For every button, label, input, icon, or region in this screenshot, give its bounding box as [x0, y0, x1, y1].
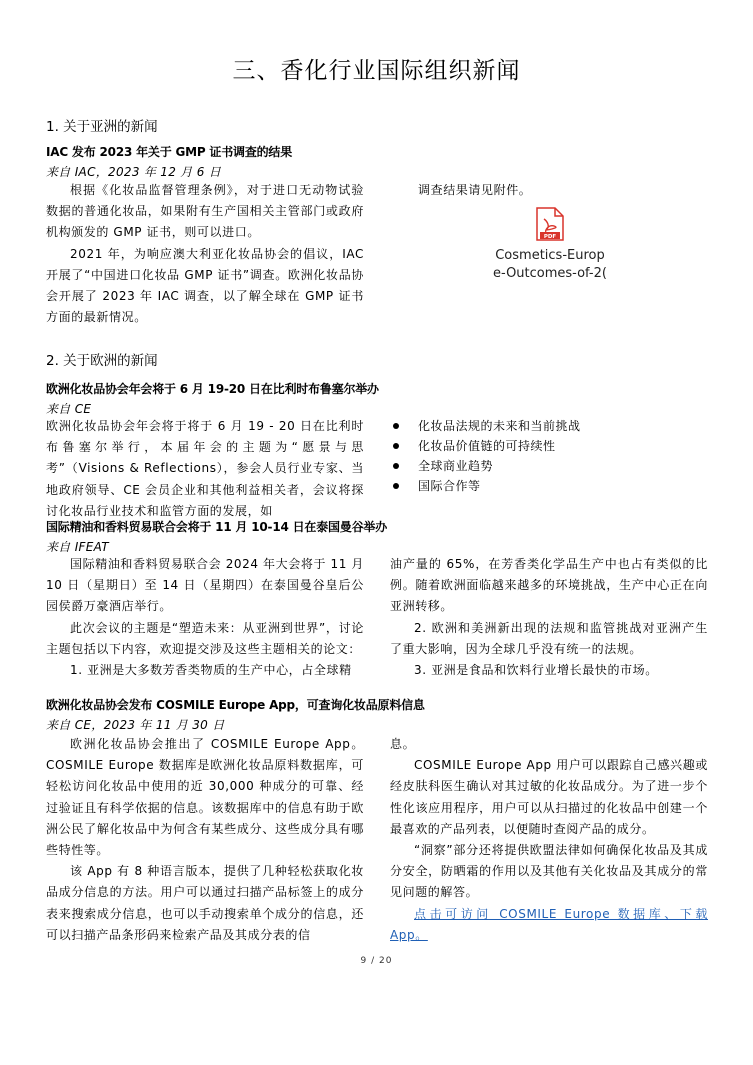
news-source-iac: 来自 IAC，2023 年 12 月 6 日 — [46, 165, 222, 179]
attachment-filename-line2: e-Outcomes-of-2( — [493, 266, 607, 281]
page-number: 9 / 20 — [360, 956, 393, 966]
cosmile-right-column — [390, 734, 708, 946]
iac-left-column — [46, 180, 364, 328]
news-title-iac-gmp: IAC 发布 2023 年关于 GMP 证书调查的结果 — [46, 145, 293, 159]
ifeat-right-column — [390, 554, 708, 681]
pdf-file-icon — [536, 207, 564, 241]
list-item: 国际合作等 — [388, 476, 708, 496]
list-item: 化妆品法规的未来和当前挑战 — [388, 416, 708, 436]
pdf-icon-label: PDF — [543, 234, 557, 240]
paragraph: 2021 年，为响应澳大利亚化妆品协会的倡议，IAC 开展了“中国进口化妆品 GMP 证书”调查。欧洲化妆品协会开展了 2023 年 IAC 调查，以了解全球在 GMP 证书方面的最新情况。 — [46, 246, 364, 325]
page-title: 三、香化行业国际组织新闻 — [232, 58, 521, 84]
paragraph: 2. 欧洲和美洲新出现的法规和监管挑战对亚洲产生了重大影响，因为全球几乎没有统一的法规。 — [390, 620, 708, 656]
paragraph: 欧洲化妆品协会推出了 COSMILE Europe App。COSMILE Europe 数据库是欧洲化妆品原料数据库，可轻松访问化妆品中使用的近 30,000 种成分的可靠、经过验证且有科学依据的信息。该数据库中的信息有助于欧洲公民了解化妆品中为何含有某些成分、这些成分具有哪些特性等。 — [46, 737, 364, 858]
paragraph: 根据《化妆品监督管理条例》，对于进口无动物试验数据的普通化妆品，如果附有生产国相关主管部门或政府机构颁发的 GMP 证书，则可以进口。 — [46, 183, 364, 240]
paragraph: 此次会议的主题是“塑造未来：从亚洲到世界”，讨论主题包括以下内容，欢迎提交涉及这些主题相关的论文： — [46, 620, 364, 656]
attachment-filename-line1: Cosmetics-Europ — [495, 248, 605, 263]
list-item: 化妆品价值链的可持续性 — [388, 436, 708, 456]
section-heading-asia: 1. 关于亚洲的新闻 — [46, 119, 158, 135]
paragraph: 欧洲化妆品协会年会将于将于 6 月 19 - 20 日在比利时布鲁塞尔举行，本届年会的主题为“愿景与思考”（Visions & Reflections），参会人员行业专家、当地政府领导、CE 会员企业和其他利益相关者，会议将探讨化妆品行业技术和监管方面的发展，如 — [46, 419, 364, 518]
paragraph: 国际精油和香料贸易联合会 2024 年大会将于 11 月 10 日（星期日）至 14 日（星期四）在泰国曼谷皇后公园侯爵万豪酒店举行。 — [46, 557, 364, 614]
paragraph: 1. 亚洲是大多数芳香类物质的生产中心，占全球精 — [70, 663, 352, 678]
ifeat-left-column — [46, 554, 364, 681]
news-source-ce: 来自 CE — [46, 402, 92, 416]
paragraph: 调查结果请见附件。 — [418, 183, 532, 197]
news-title-ifeat: 国际精油和香料贸易联合会将于 11 月 10-14 日在泰国曼谷举办 — [46, 520, 387, 534]
paragraph: 息。 — [390, 737, 416, 751]
iac-right-column — [418, 180, 708, 201]
ce-annual-left-column — [46, 416, 364, 522]
news-title-ce-annual: 欧洲化妆品协会年会将于 6 月 19-20 日在比利时布鲁塞尔举办 — [46, 382, 379, 396]
ce-topics-list — [388, 416, 708, 496]
news-source-ce-cosmile: 来自 CE，2023 年 11 月 30 日 — [46, 718, 225, 732]
list-item: 全球商业趋势 — [388, 456, 708, 476]
cosmile-left-column — [46, 734, 364, 946]
paragraph: COSMILE Europe App 用户可以跟踪自己感兴趣或经皮肤科医生确认对其过敏的化妆品成分。为了进一步个性化该应用程序，用户可以从扫描过的化妆品中创建一个最喜欢的产品列表，以便随时查阅产品的成分。 — [390, 758, 708, 836]
section-heading-europe: 2. 关于欧洲的新闻 — [46, 353, 158, 369]
news-source-ifeat: 来自 IFEAT — [46, 540, 109, 554]
pdf-attachment[interactable] — [480, 207, 620, 283]
cosmile-database-link[interactable]: 点击可访问 COSMILE Europe 数据库、下载 App。 — [390, 906, 708, 942]
news-title-cosmile: 欧洲化妆品协会发布 COSMILE Europe App，可查询化妆品原料信息 — [46, 698, 425, 712]
paragraph: 该 App 有 8 种语言版本，提供了几种轻松获取化妆品成分信息的方法。用户可以通过扫描产品标签上的成分表来搜索成分信息，也可以手动搜索单个成分的信息，还可以扫描产品条形码来检索产品及其成分表的信 — [46, 864, 364, 942]
paragraph: “洞察”部分还将提供欧盟法律如何确保化妆品及其成分安全，防晒霜的作用以及其他有关化妆品及其成分的常见问题的解答。 — [390, 843, 708, 900]
paragraph: 3. 亚洲是食品和饮料行业增长最快的市场。 — [414, 663, 658, 678]
paragraph: 油产量的 65%，在芳香类化学品生产中也占有类似的比例。随着欧洲面临越来越多的环境挑战，生产中心正在向亚洲转移。 — [390, 557, 708, 614]
